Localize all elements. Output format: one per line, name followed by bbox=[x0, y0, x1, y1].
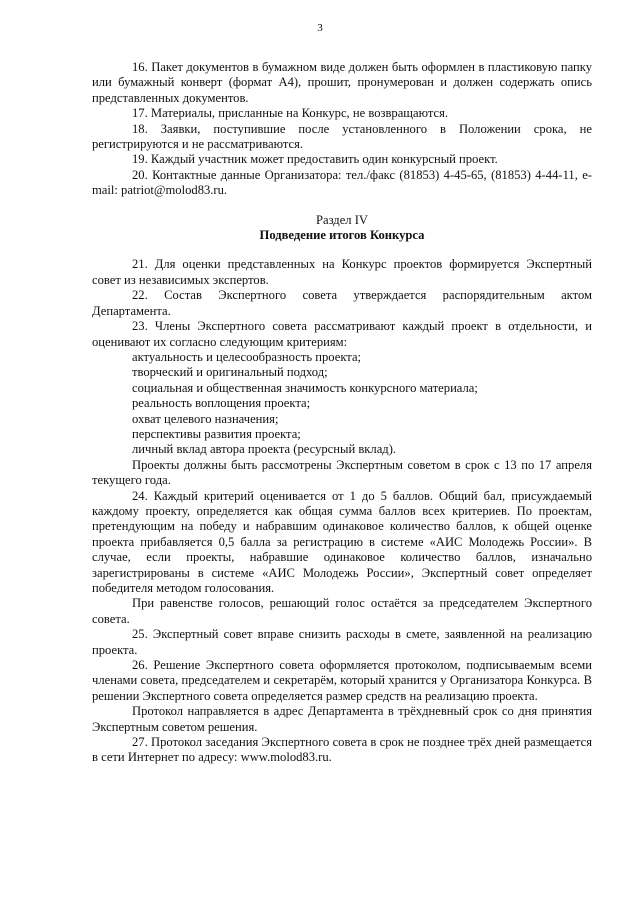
criteria-item: реальность воплощения проекта; bbox=[132, 396, 311, 411]
criteria-item: актуальность и целесообразность проекта; bbox=[132, 349, 362, 364]
criteria-list bbox=[92, 350, 592, 458]
paragraph-19: 19. Каждый участник может предоставить один конкурсный проект. bbox=[132, 152, 498, 167]
paragraph-17: 17. Материалы, присланные на Конкурс, не возвращаются. bbox=[132, 106, 449, 121]
paragraph-review-period: Проекты должны быть рассмотрены Экспертным советом в срок с 13 по 17 апреля текущего года. bbox=[92, 457, 592, 488]
paragraph-tie-vote: При равенстве голосов, решающий голос остаётся за председателем Экспертного совета. bbox=[92, 596, 592, 626]
section-title: Подведение итогов Конкурса bbox=[259, 228, 425, 243]
paragraph-23: 23. Члены Экспертного совета рассматривают каждый проект в отдельности, и оценивают их согласно следующим критериям: bbox=[92, 319, 592, 349]
document-body bbox=[92, 60, 592, 766]
paragraph-18: 18. Заявки, поступившие после установленного в Положении срока, не регистрируются и не рассматриваются. bbox=[92, 121, 592, 152]
paragraph-26: 26. Решение Экспертного совета оформляется протоколом, подписываемым всеми членами совета, председателем и секретарём, который хранится у Организатора Конкурса. В решении Экспертного совета определяется размер средств на реализацию проекта. bbox=[92, 658, 592, 703]
criteria-item: охват целевого назначения; bbox=[132, 411, 279, 426]
criteria-item: социальная и общественная значимость конкурсного материала; bbox=[132, 380, 478, 395]
criteria-item: перспективы развития проекта; bbox=[132, 426, 301, 441]
paragraph-22: 22. Состав Экспертного совета утверждается распорядительным актом Департамента. bbox=[92, 288, 592, 318]
criteria-item: личный вклад автора проекта (ресурсный вклад). bbox=[132, 442, 397, 457]
paragraph-21: 21. Для оценки представленных на Конкурс проектов формируется Экспертный совет из независимых экспертов. bbox=[92, 257, 592, 287]
paragraph-24: 24. Каждый критерий оценивается от 1 до 5 баллов. Общий бал, присуждаемый каждому проекту, определяется как общая сумма баллов всех критериев. По проектам, претендующим на победу и набравшим одинаковое количество баллов, к общей оценке проекта прибавляется 0,5 балла за регистрацию в системе «АИС Молодежь России». В случае, если проекты, набравшие одинаковое количество баллов, изначально зарегистрированы в системе «АИС Молодежь России», Экспертный совет определяет победителя методом голосования. bbox=[92, 488, 592, 595]
section-label: Раздел IV bbox=[315, 212, 369, 227]
page-number: 3 bbox=[317, 22, 323, 34]
paragraph-16: 16. Пакет документов в бумажном виде должен быть оформлен в пластиковую папку или бумажный конверт (формат А4), прошит, пронумерован и должен содержать опись представленных документов. bbox=[92, 60, 592, 105]
criteria-item: творческий и оригинальный подход; bbox=[132, 365, 328, 380]
paragraph-27: 27. Протокол заседания Экспертного совета в срок не позднее трёх дней размещается в сети Интернет по адресу: www.molod83.ru. bbox=[92, 735, 592, 765]
paragraph-20-contacts: 20. Контактные данные Организатора: тел./факс (81853) 4-45-65, (81853) 4-44-11, e-mail: patriot@molod83.ru. bbox=[92, 167, 592, 198]
paragraph-protocol: Протокол направляется в адрес Департамента в трёхдневный срок со дня принятия Экспертным советом решения. bbox=[92, 704, 592, 734]
paragraph-25: 25. Экспертный совет вправе снизить расходы в смете, заявленной на реализацию проекта. bbox=[92, 627, 592, 657]
